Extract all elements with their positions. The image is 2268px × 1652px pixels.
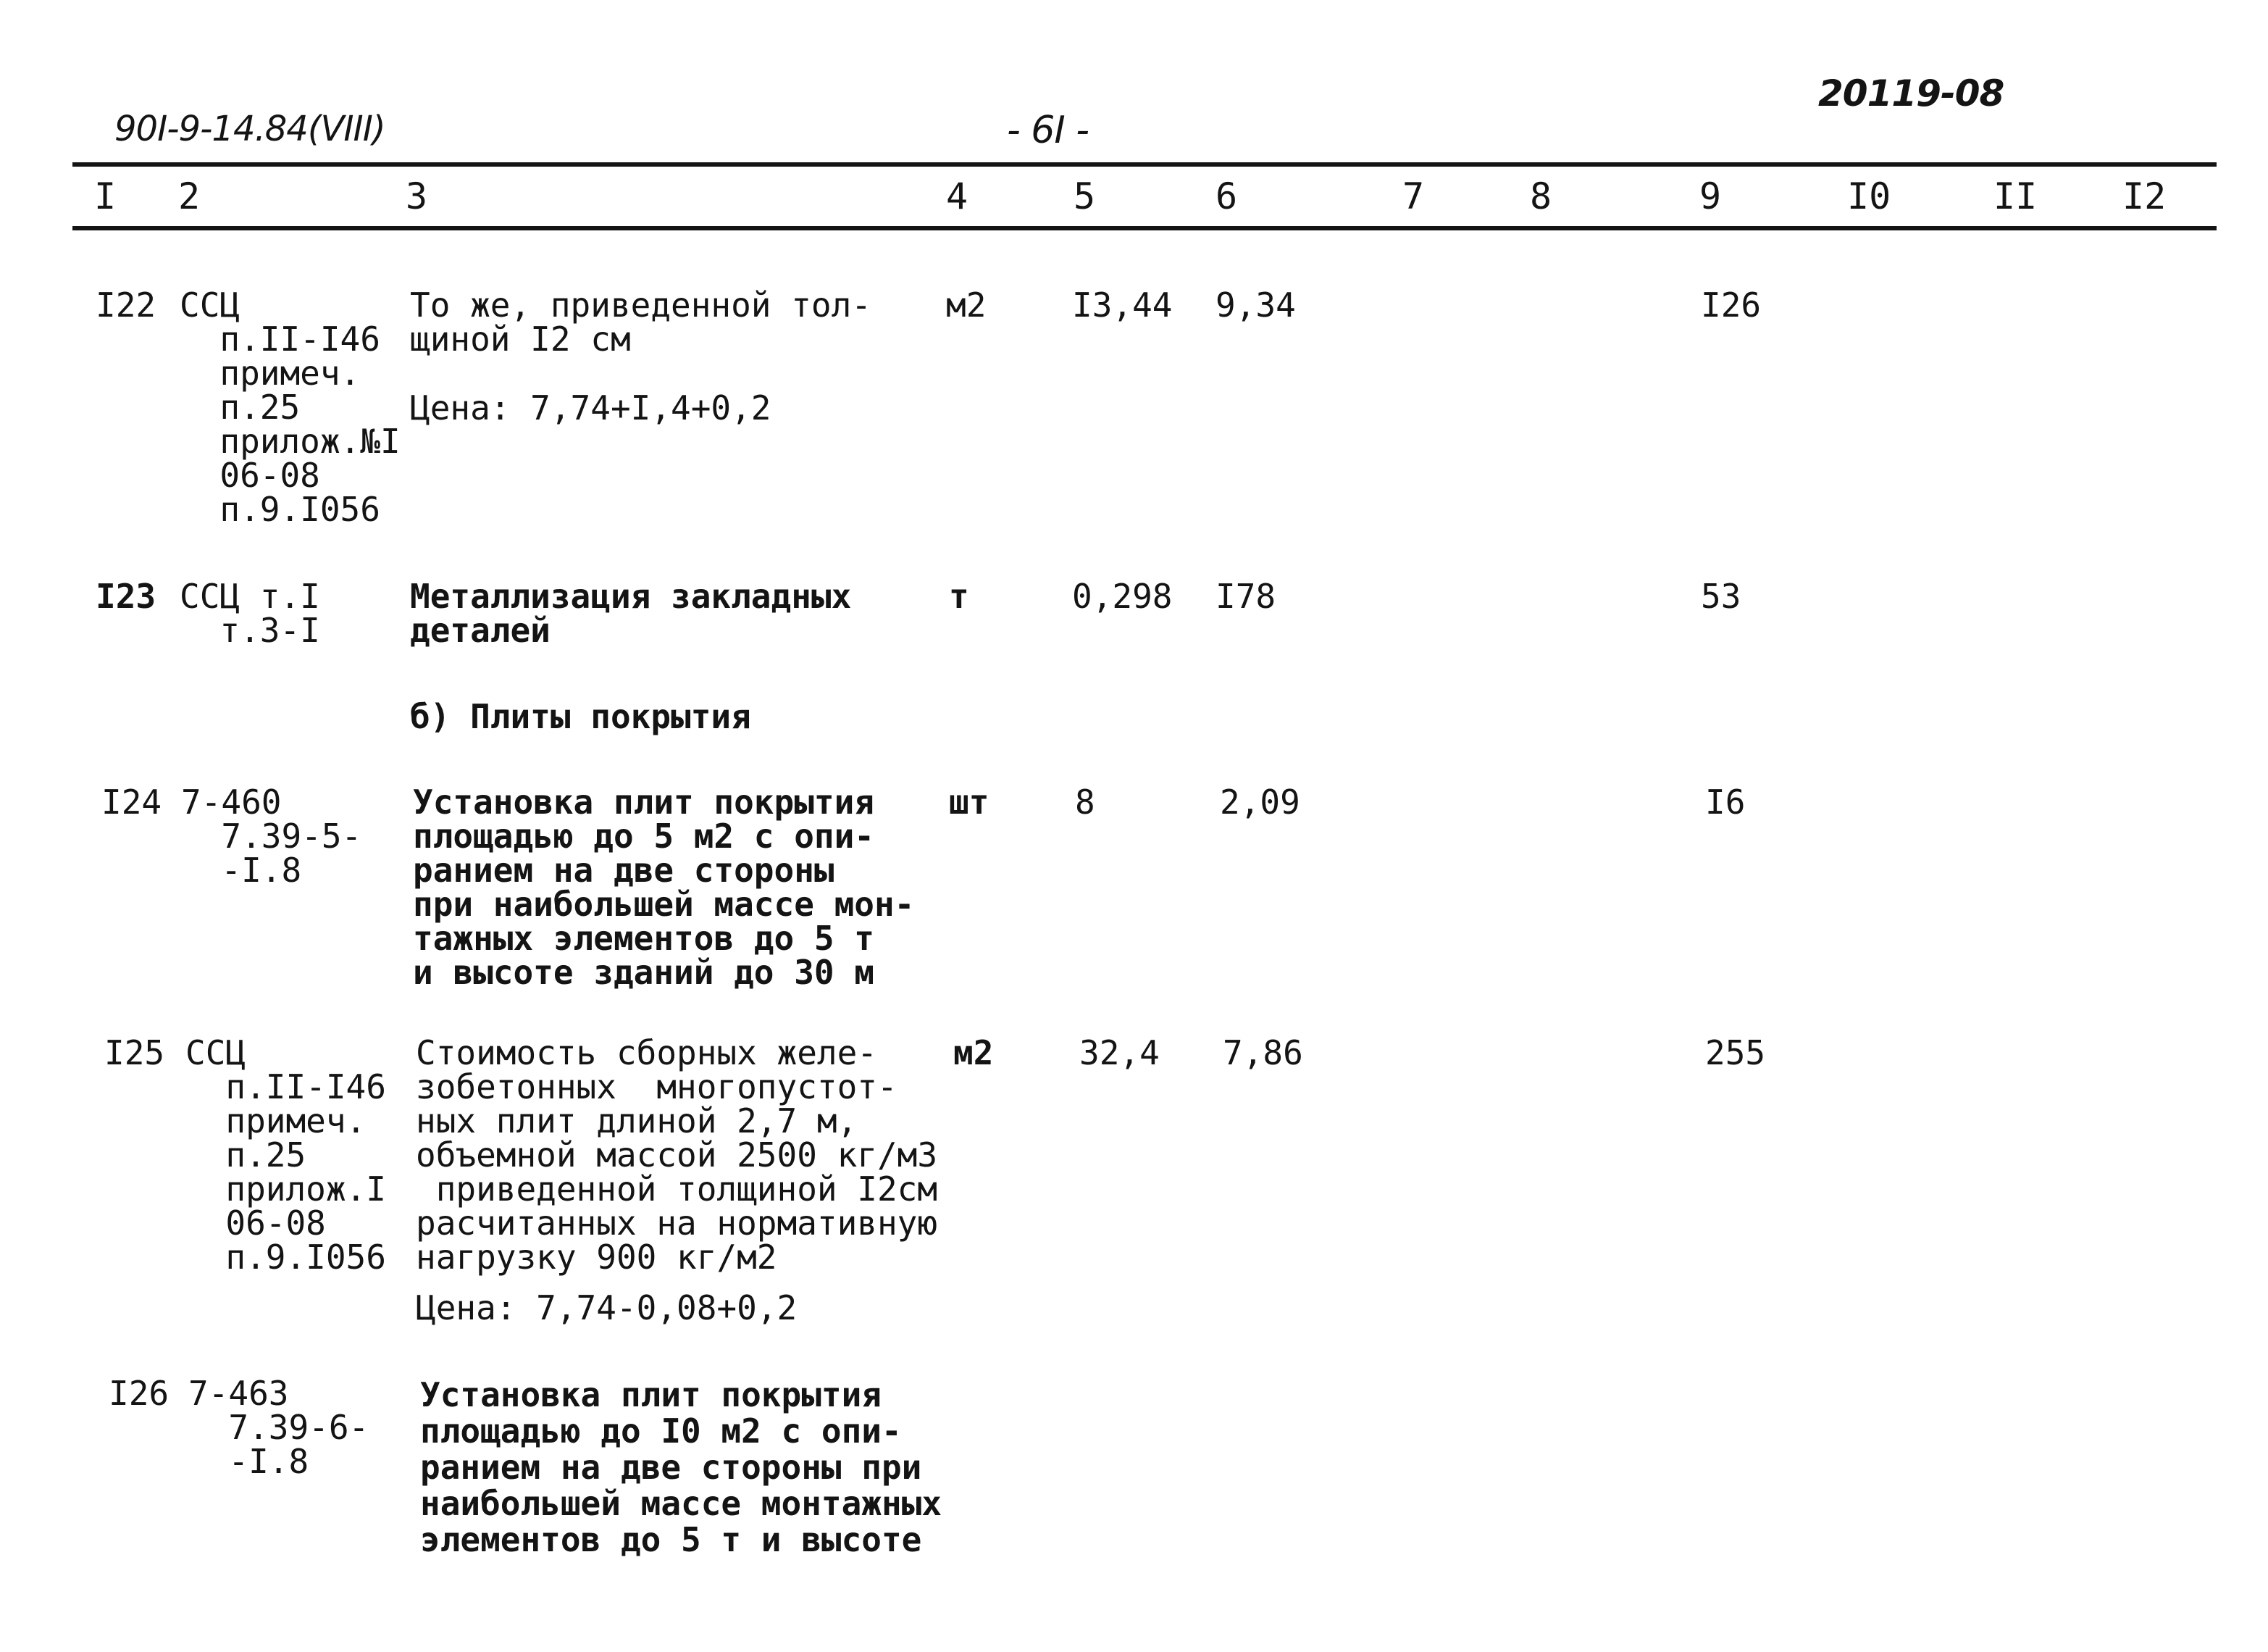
section-title: б) Плиты покрытия: [410, 697, 751, 736]
total-cost: 255: [1705, 1033, 1766, 1072]
price-formula: Цена: 7,74+I,4+0,2: [410, 388, 771, 427]
unit: т: [949, 577, 969, 616]
column-header-2: 2: [178, 175, 201, 217]
basis-reference: ССЦ т.I т.3-I: [180, 577, 320, 650]
column-header-11: II: [1993, 175, 2038, 217]
unit: м2: [946, 285, 987, 325]
unit: м2: [953, 1033, 994, 1072]
row-number: I24: [101, 783, 162, 822]
total-cost: I6: [1705, 783, 1746, 822]
basis-reference: 7-460 7.39-5- -I.8: [181, 783, 362, 890]
row-number: I23: [96, 577, 156, 616]
total-cost: I26: [1701, 285, 1762, 325]
column-header-12: I2: [2122, 175, 2167, 217]
header-bottom-rule: [72, 226, 2217, 230]
column-header-5: 5: [1074, 175, 1096, 217]
column-header-3: 3: [406, 175, 428, 217]
column-header-4: 4: [946, 175, 968, 217]
work-description: То же, приведенной тол- щиной I2 см: [410, 285, 871, 359]
page-number: - 6I -: [1007, 109, 1089, 152]
unit-cost: 9,34: [1215, 285, 1296, 325]
column-header-6: 6: [1215, 175, 1238, 217]
row-number: I25: [104, 1033, 165, 1072]
quantity: 8: [1075, 783, 1095, 822]
unit-cost: 2,09: [1220, 783, 1300, 822]
column-header-10: I0: [1847, 175, 1891, 217]
total-cost: 53: [1701, 577, 1741, 616]
quantity: 32,4: [1079, 1033, 1160, 1072]
row-number: I22: [96, 285, 156, 325]
unit-cost: I78: [1215, 577, 1276, 616]
work-description: Металлизация закладных деталей: [410, 577, 852, 650]
column-header-9: 9: [1699, 175, 1722, 217]
row-number: I26: [109, 1374, 170, 1413]
work-description: Стоимость сборных желе- зобетонных многопустот- ных плит длиной 2,7 м, объемной массой 2500 кг/м3 приведенной толщиной I2см расчитанных на нормативную нагрузку 900 кг/м2: [416, 1033, 938, 1277]
archive-stamp-number: 20119-08: [1818, 72, 2004, 114]
basis-reference: ССЦ п.II-I46 примеч. п.25 прилож.№I 06-08 п.9.I056: [180, 285, 401, 529]
document-code: [114, 109, 385, 149]
basis-reference: 7-463 7.39-6- -I.8: [188, 1374, 369, 1481]
volume-mark: (VIII): [307, 109, 385, 149]
header-top-rule: [72, 162, 2217, 167]
price-formula: Цена: 7,74-0,08+0,2: [416, 1288, 798, 1327]
work-description: Установка плит покрытия площадью до I0 м2 с опи- ранием на две стороны при наибольшей массе монтажных элементов до 5 т и высоте: [420, 1375, 942, 1559]
quantity: 0,298: [1072, 577, 1173, 616]
column-header-7: 7: [1402, 175, 1425, 217]
column-header-1: I: [94, 175, 117, 217]
column-header-8: 8: [1530, 175, 1552, 217]
unit-cost: 7,86: [1223, 1033, 1303, 1072]
unit: шт: [949, 783, 989, 822]
document-code-number: 90I-9-14.84: [114, 109, 308, 149]
work-description: Установка плит покрытия площадью до 5 м2 с опи- ранием на две стороны при наибольшей массе мон- тажных элементов до 5 т и высоте зданий до 30 м: [413, 783, 915, 992]
quantity: I3,44: [1072, 285, 1173, 325]
basis-reference: ССЦ п.II-I46 примеч. п.25 прилож.I 06-08 п.9.I056: [185, 1033, 386, 1277]
